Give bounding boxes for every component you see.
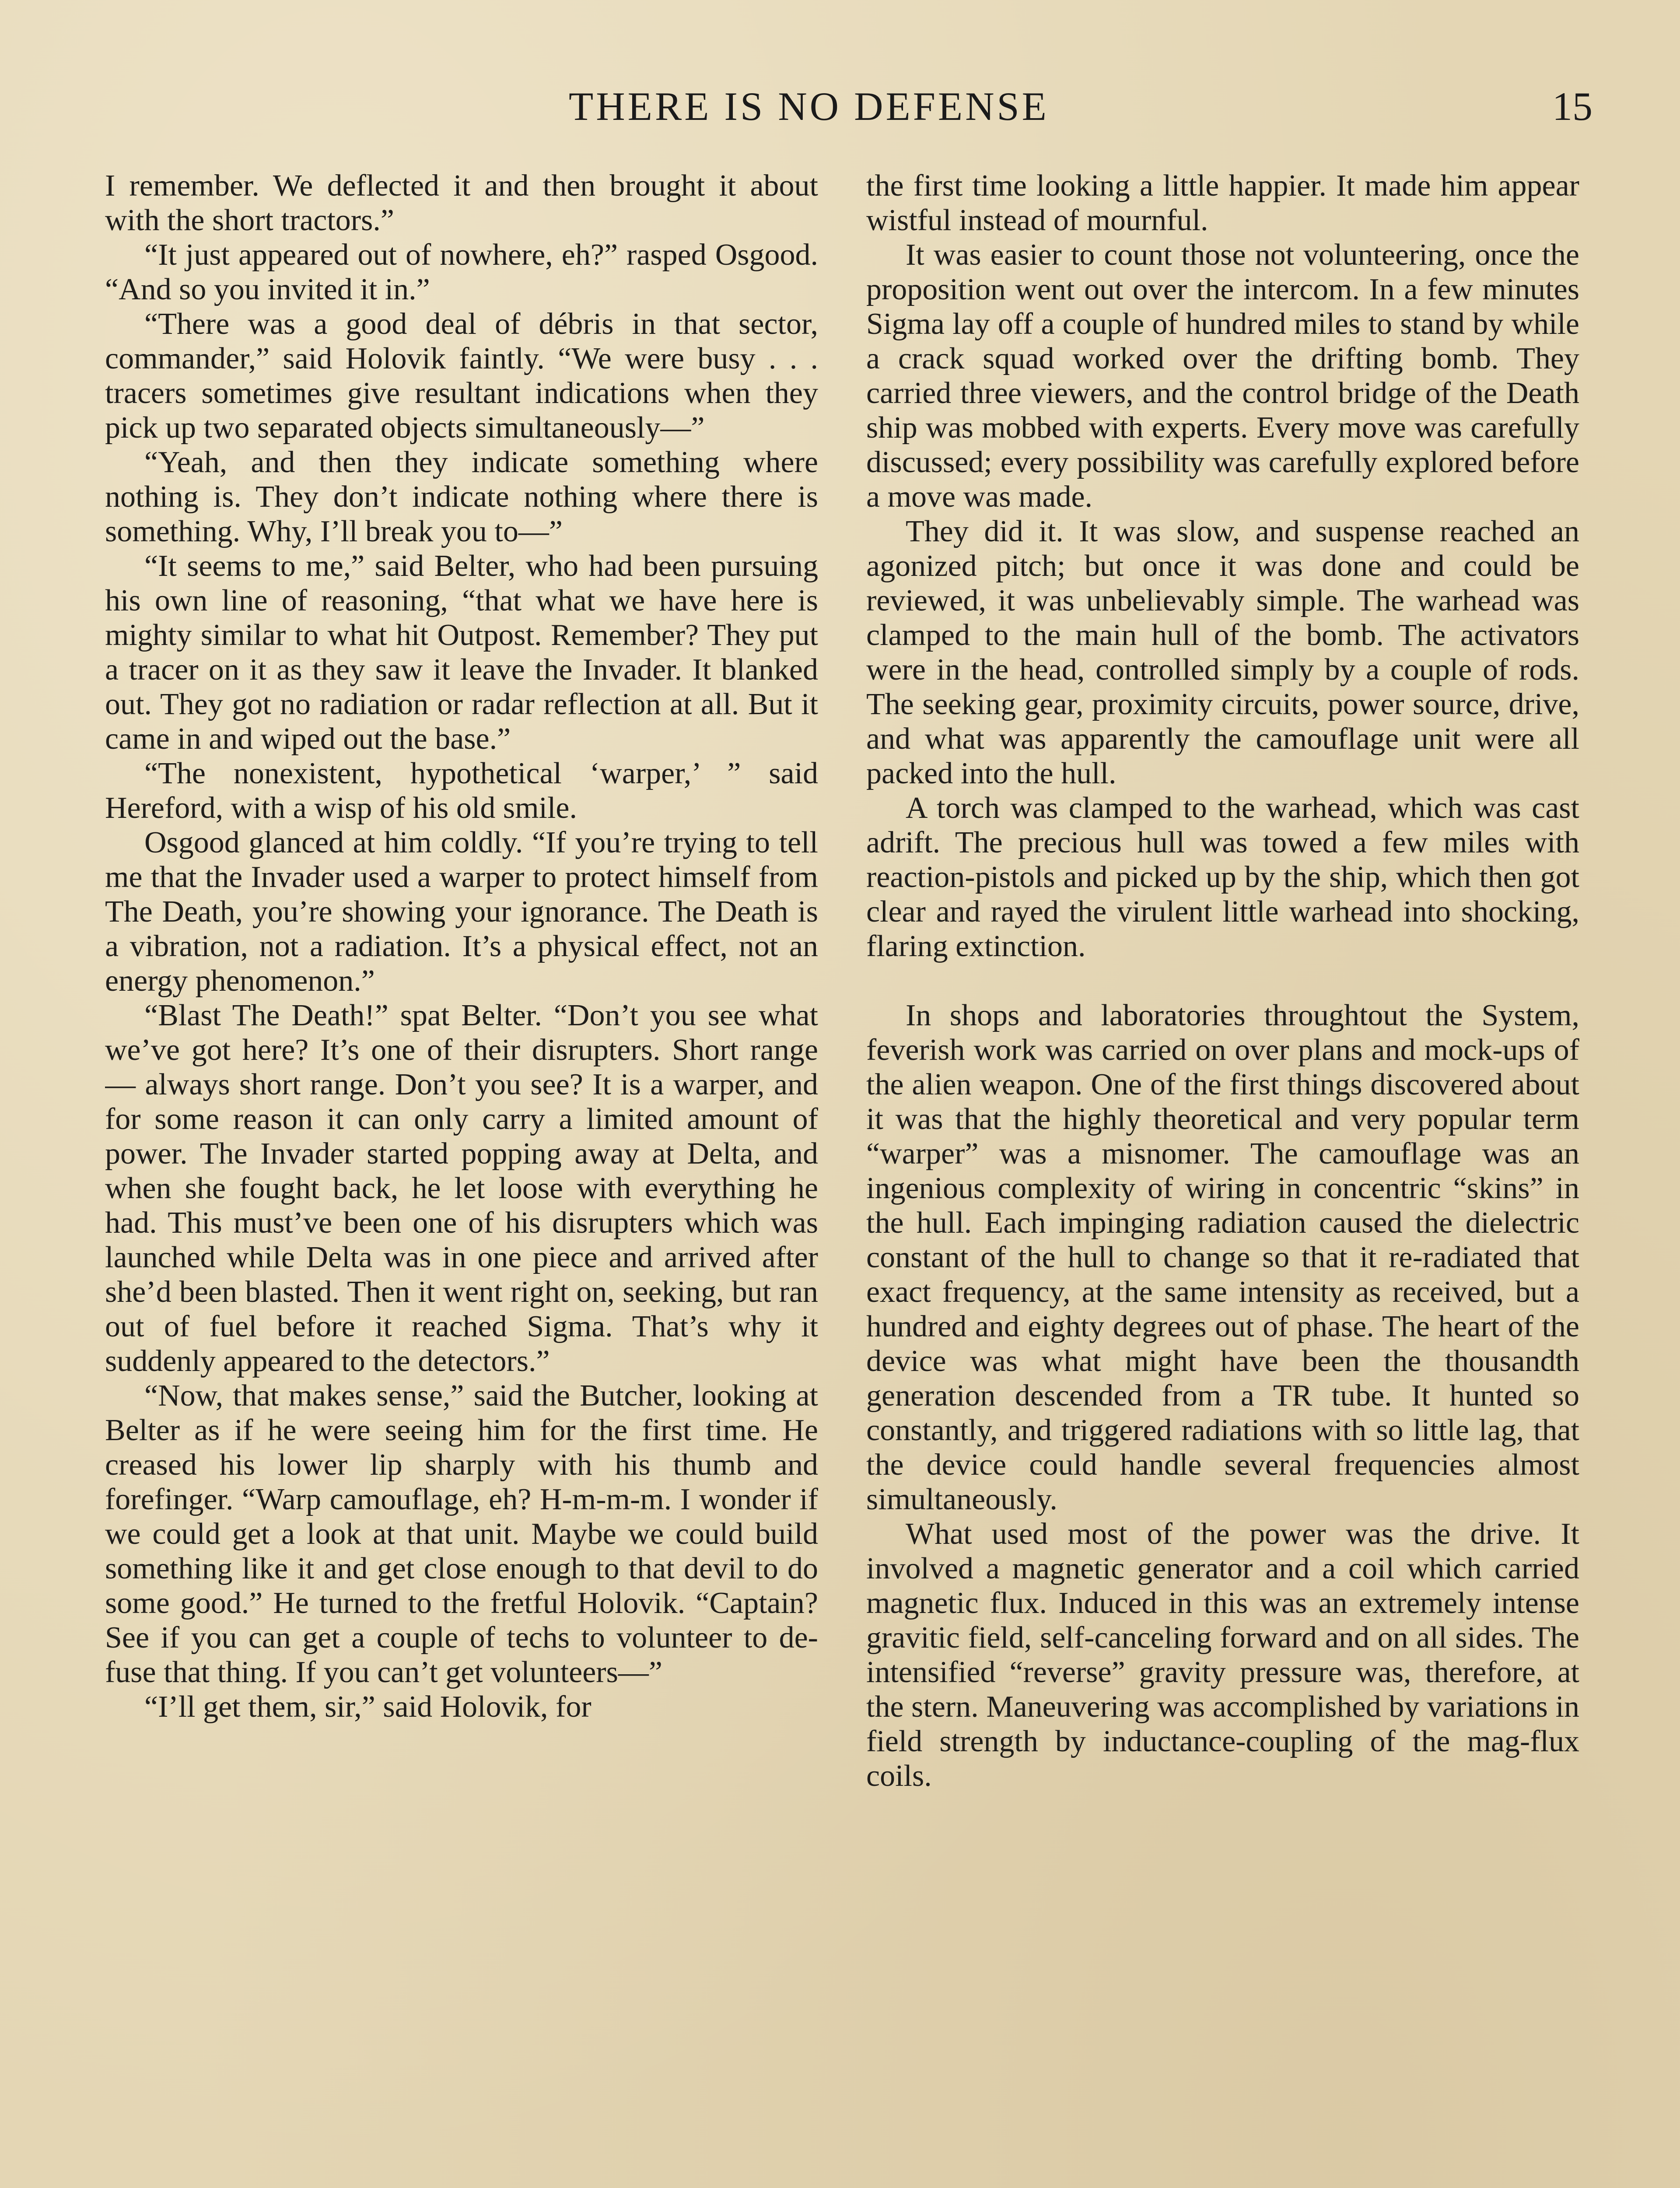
paragraph: “Blast The Death!” spat Belter. “Don’t you see what we’ve got here? It’s one of their disrupters. Short range — always short range. Don’t you see? It is a warper, and for some reason it can only carry a limited amount of power. The Invader started popping away at Delta, and when she fought back, he let loose with everything he had. This must’ve been one of his disrupters which was launched while Delta was in one piece and arrived after she’d been blasted. Then it went right on, seeking, but ran out of fuel before it reached Sigma. That’s why it suddenly appeared to the detectors.” — [105, 999, 818, 1378]
paragraph: Osgood glanced at him coldly. “If you’re trying to tell me that the Invader used a warper to protect himself from The Death, you’re showing your ignorance. The Death is a vibration, not a radiation. It’s a physical effect, not an energy phenomenon.” — [105, 826, 818, 998]
paragraph: the first time looking a little happier. It made him appear wistful instead of mournful. — [866, 169, 1579, 237]
paragraph: “It just appeared out of nowhere, eh?” rasped Osgood. “And so you invited it in.” — [105, 238, 818, 306]
paragraph: In shops and laboratories throughtout the System, feverish work was carried on over plans and mock-ups of the alien weapon. One of the first things discovered about it was that the highly theoretical and very popular term “warper” was a misnomer. The camouflage was an ingenious complexity of wiring in concentric “skins” in the hull. Each impinging radiation caused the dielectric constant of the hull to change so that it re-radiated that exact frequency, at the same intensity as received, but a hundred and eighty degrees out of phase. The heart of the device was what might have been the thousandth generation descended from a TR tube. It hunted so constantly, and triggered radiations with so little lag, that the device could handle several frequencies almost simultaneously. — [866, 999, 1579, 1516]
paragraph: It was easier to count those not volunteering, once the proposition went out over the intercom. In a few minutes Sigma lay off a couple of hundred miles to stand by while a crack squad worked over the drifting bomb. They carried three viewers, and the control bridge of the Death ship was mobbed with experts. Every move was carefully discussed; every possibility was carefully explored before a move was made. — [866, 238, 1579, 514]
paragraph: “It seems to me,” said Belter, who had been pursuing his own line of reasoning, “that what we have here is mighty similar to what hit Outpost. Remember? They put a tracer on it as they saw it leave the Invader. It blanked out. They got no radiation or radar reflection at all. But it came in and wiped out the base.” — [105, 549, 818, 756]
paragraph: A torch was clamped to the warhead, which was cast adrift. The precious hull was towed a few miles with reaction-pistols and picked up by the ship, which then got clear and rayed the virulent little warhead into shocking, flaring extinction. — [866, 791, 1579, 963]
paragraph: They did it. It was slow, and suspense reached an agonized pitch; but once it was done and could be reviewed, it was unbelievably simple. The warhead was clamped to the main hull of the bomb. The activators were in the head, controlled simply by a couple of rods. The seeking gear, proximity circuits, power source, drive, and what was apparently the camouflage unit were all packed into the hull. — [866, 515, 1579, 790]
paragraph: “There was a good deal of débris in that sector, commander,” said Holovik faintly. “We were busy . . . tracers sometimes give resultant indications when they pick up two separated objects simultaneously—” — [105, 307, 818, 445]
paragraph: What used most of the power was the drive. It involved a magnetic generator and a coil which carried magnetic flux. Induced in this was an extremely intense gravitic field, self-canceling forward and on all sides. The intensified “reverse” gravity pressure was, therefore, at the stern. Maneuvering was accomplished by variations in field strength by inductance-coupling of the mag-flux coils. — [866, 1517, 1579, 1793]
paragraph: “Yeah, and then they indicate something where nothing is. They don’t indicate nothing where there is something. Why, I’ll break you to—” — [105, 445, 818, 548]
paragraph: “The nonexistent, hypothetical ‘warper,’ ” said Hereford, with a wisp of his old smile. — [105, 757, 818, 825]
running-header — [542, 66, 1592, 131]
paragraph: “I’ll get them, sir,” said Holovik, for — [144, 1690, 592, 1724]
paragraph: I remember. We deflected it and then brought it about with the short tractors.” — [105, 169, 818, 237]
left-column — [105, 168, 818, 2188]
story-title: THERE IS NO DEFENSE — [569, 84, 1049, 129]
paragraph: “Now, that makes sense,” said the Butcher, looking at Belter as if he were seeing him for the first time. He creased his lower lip sharply with his thumb and forefinger. “Warp camouflage, eh? H-m-m-m. I wonder if we could get a look at that unit. Maybe we could build something like it and get close enough to that devil to do some good.” He turned to the fretful Holovik. “Captain? See if you can get a couple of techs to volunteer to de-fuse that thing. If you can’t get volunteers—” — [105, 1379, 818, 1689]
right-column — [866, 168, 1579, 2188]
page-number: 15 — [1552, 84, 1592, 129]
text-columns — [105, 168, 1579, 2188]
